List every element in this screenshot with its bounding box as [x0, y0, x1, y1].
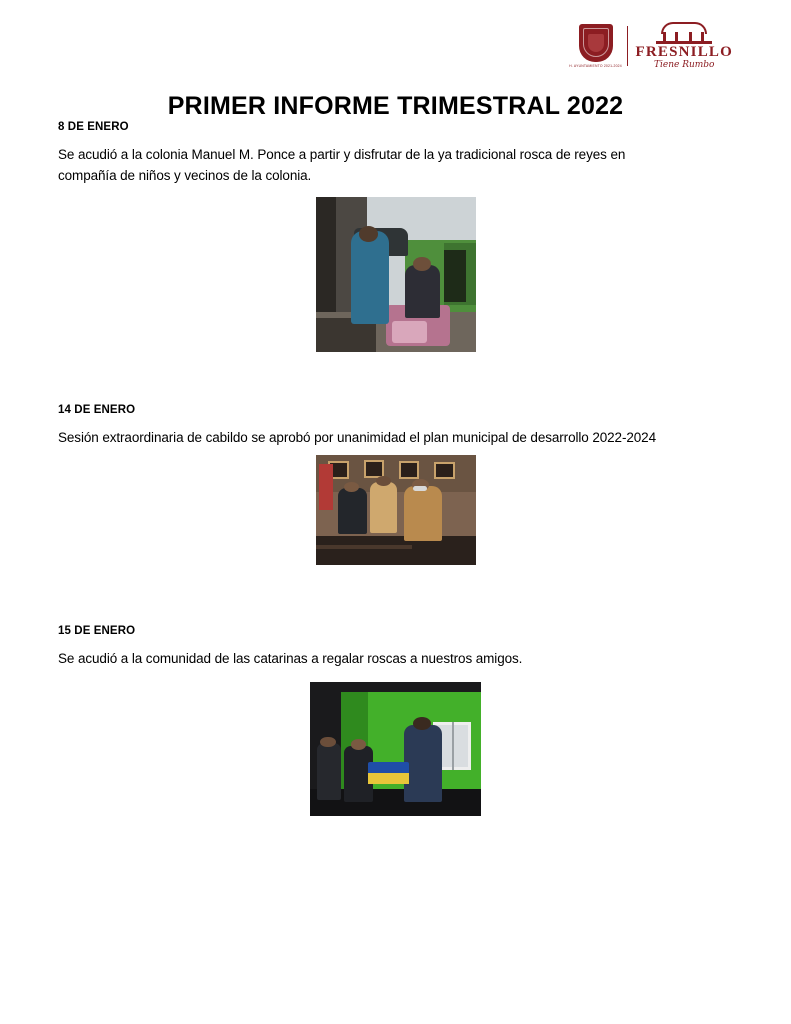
entry-text: Se acudió a la colonia Manuel M. Ponce a partir y disfrutar de la ya tradicional rosca de reyes en compañía de niños y vecinos de la colonia. [58, 147, 626, 183]
entry-section-1 [58, 121, 733, 352]
wordmark-name: FRESNILLO [635, 43, 733, 60]
entry-photo-wrapper [58, 670, 733, 816]
page-title: PRIMER INFORME TRIMESTRAL 2022 [167, 92, 624, 120]
arch-icon [653, 22, 715, 44]
entry-photo-roscas-las-catarinas [310, 682, 481, 816]
entry-date: 14 DE ENERO [58, 403, 136, 416]
entry-date: 8 DE ENERO [58, 121, 129, 133]
entry-photo-sesion-cabildo [316, 455, 476, 565]
crest-caption: H. AYUNTAMIENTO 2021-2024 [569, 64, 622, 68]
logo-divider [627, 26, 628, 66]
entry-photo-wrapper [58, 449, 733, 565]
entry-text: Se acudió a la comunidad de las catarinas a regalar roscas a nuestros amigos. [58, 650, 523, 666]
entry-date: 15 DE ENERO [58, 624, 136, 637]
entry-section-2 [58, 404, 733, 565]
entry-photo-wrapper [58, 187, 733, 352]
entry-text: Sesión extraordinaria de cabildo se aprobó por unanimidad el plan municipal de desarrollo 2022-2024 [58, 429, 656, 445]
municipal-logo [569, 18, 734, 74]
wordmark-tagline: Tiene Rumbo [654, 59, 715, 70]
coat-of-arms-icon [569, 20, 622, 72]
entry-section-3 [58, 625, 733, 816]
fresnillo-wordmark [636, 22, 734, 71]
entry-photo-rosca-manuel-m-ponce [316, 197, 476, 352]
